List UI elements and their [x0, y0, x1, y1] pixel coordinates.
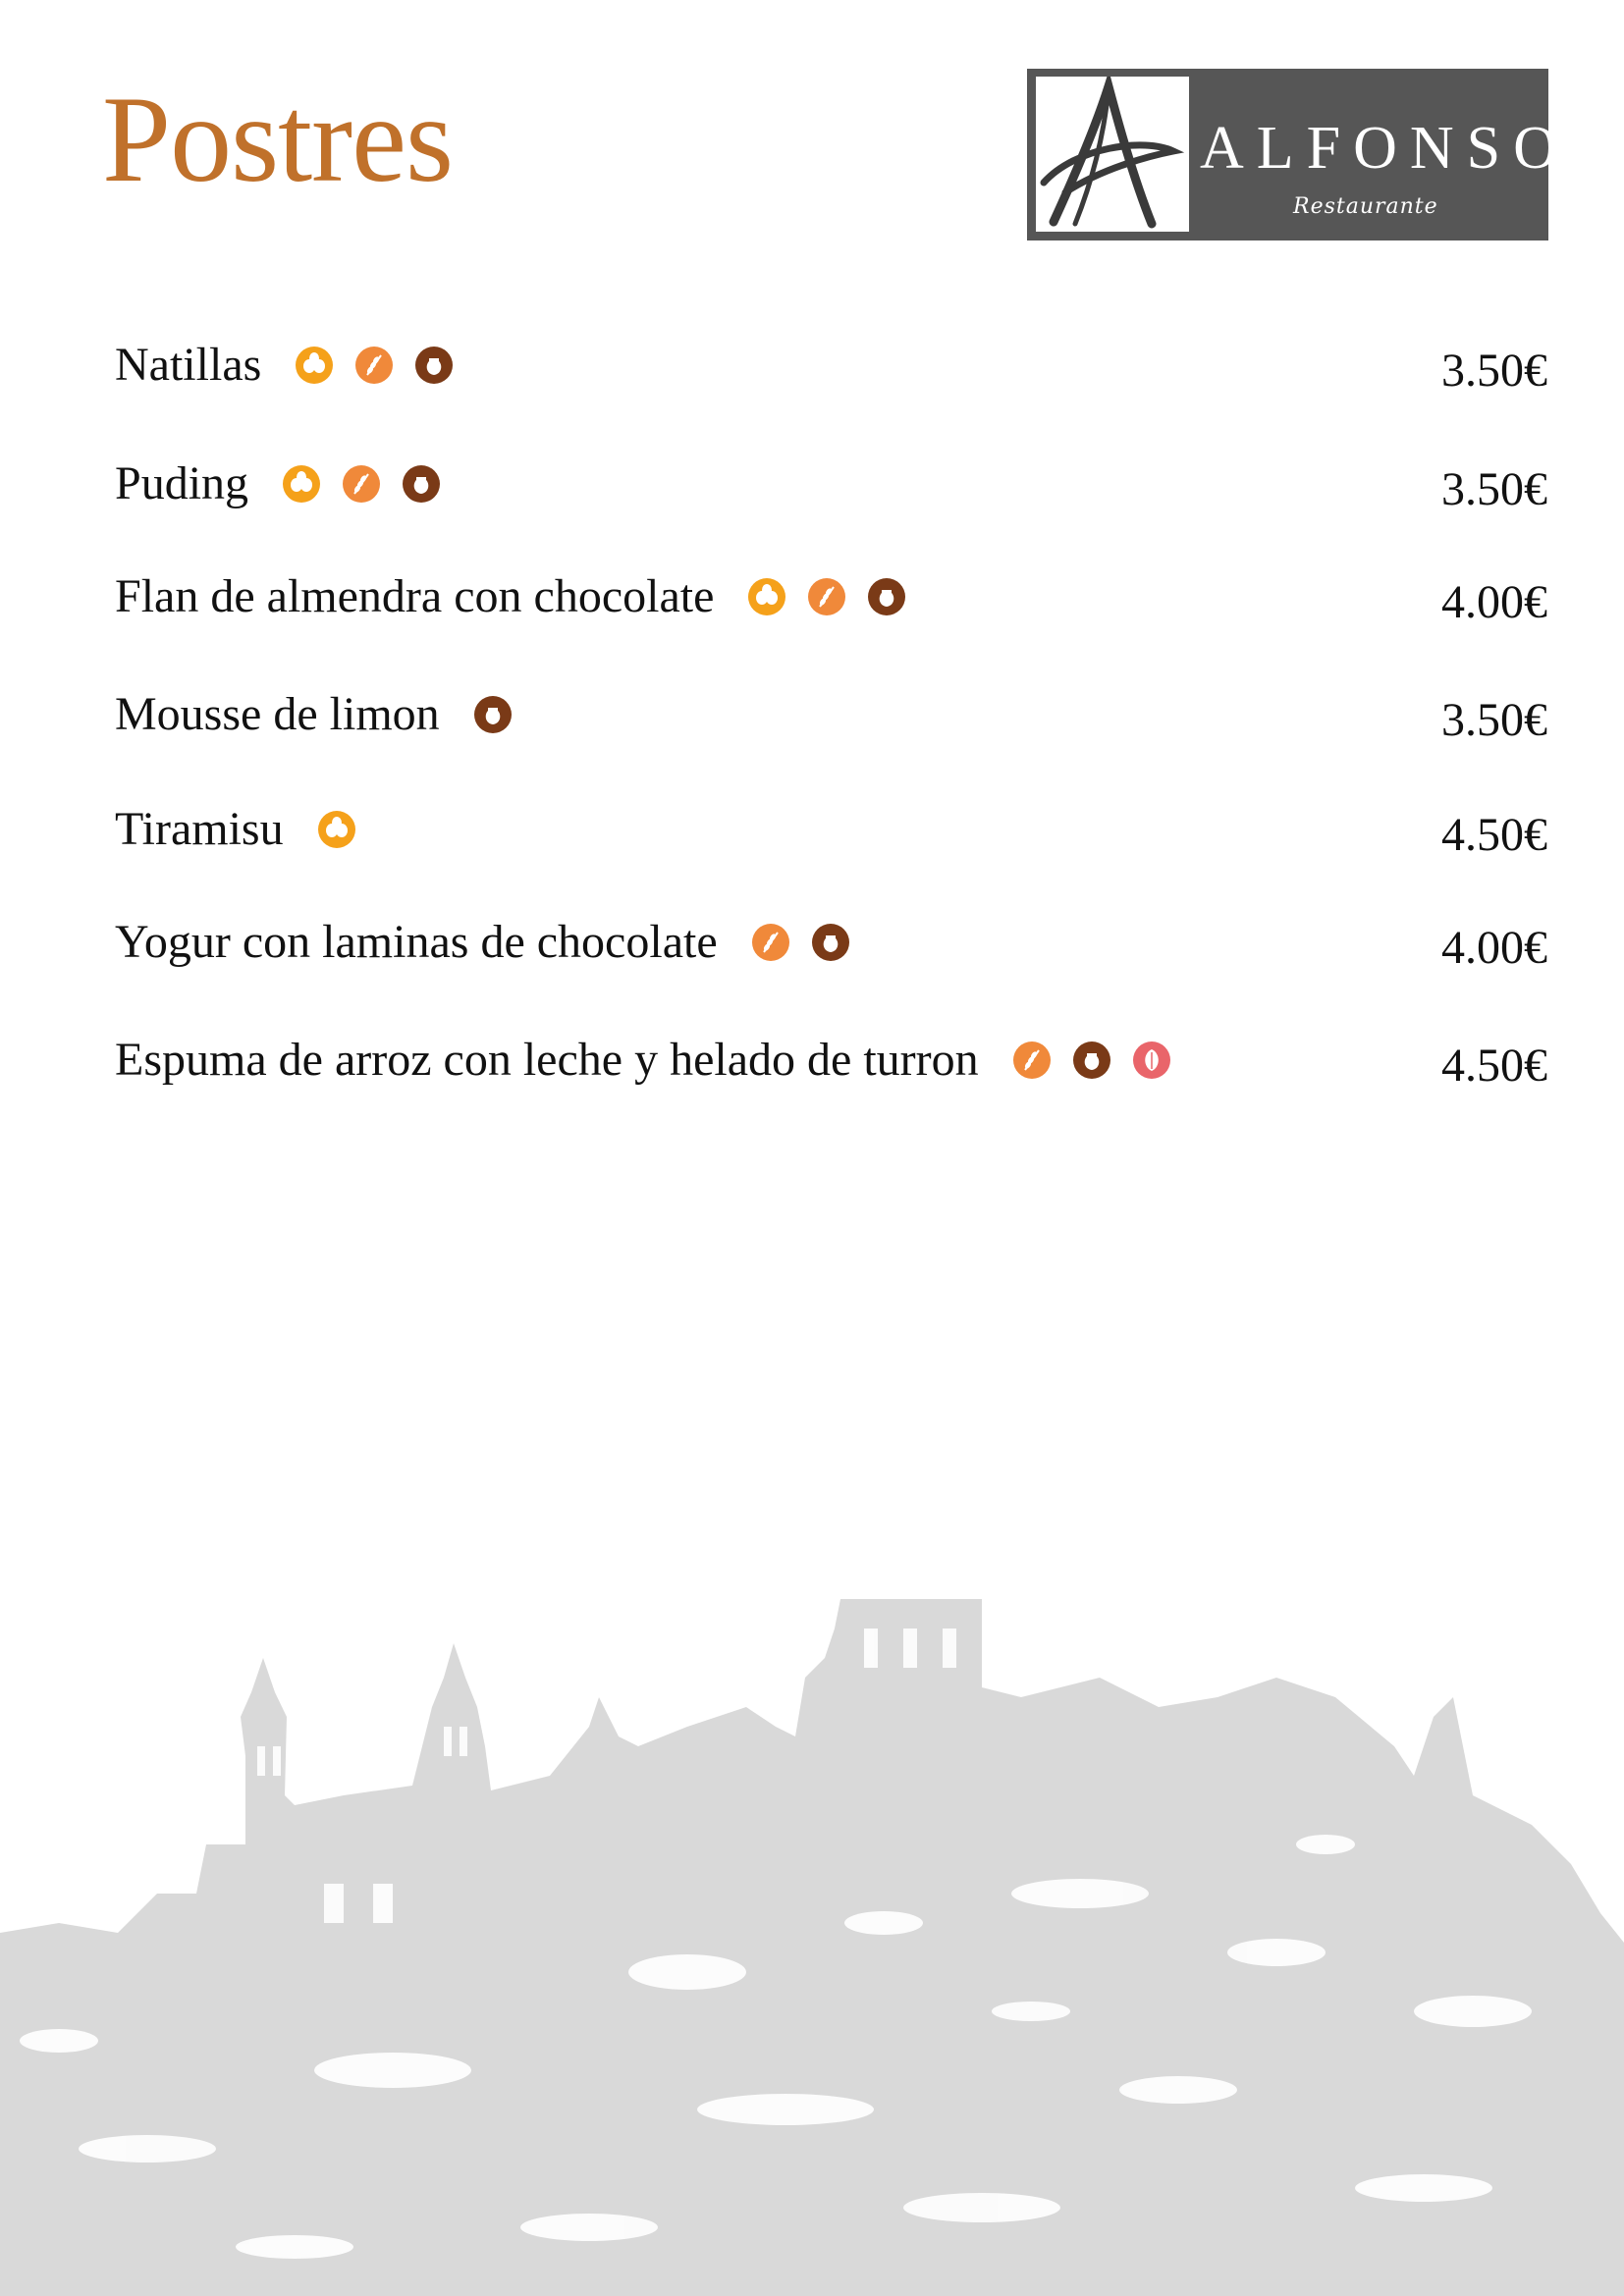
menu-item-price: 4.50€	[1441, 809, 1547, 861]
menu-item-name-group	[115, 1031, 1171, 1090]
gluten-icon	[1012, 1041, 1052, 1080]
dairy-icon	[1072, 1041, 1111, 1080]
menu-item-name-group	[115, 567, 906, 626]
gluten-icon	[354, 346, 394, 385]
allergen-icons	[1012, 1041, 1171, 1080]
logo-emblem	[1036, 77, 1189, 232]
logo-subtitle: Restaurante	[1293, 194, 1438, 219]
menu-item-price: 4.50€	[1441, 1040, 1547, 1092]
egg-icon	[282, 464, 321, 504]
menu-item-price: 4.00€	[1441, 922, 1547, 974]
allergen-icons	[295, 346, 454, 385]
menu-item	[0, 567, 1624, 626]
menu-item-price: 3.50€	[1441, 463, 1547, 515]
menu-item-name: Yogur con laminas de chocolate	[115, 916, 718, 968]
dairy-icon	[473, 695, 513, 734]
allergen-icons	[317, 810, 356, 849]
menu-item-price: 4.00€	[1441, 576, 1547, 628]
allergen-icons	[473, 695, 513, 734]
town-skyline-illustration	[0, 1599, 1624, 2296]
egg-icon	[295, 346, 334, 385]
menu-item-name-group	[115, 454, 441, 513]
gluten-icon	[751, 923, 790, 962]
gluten-icon	[807, 577, 846, 616]
menu-item	[0, 454, 1624, 513]
menu-item-name: Natillas	[115, 339, 262, 391]
menu-item	[0, 800, 1624, 859]
menu-item	[0, 336, 1624, 395]
menu-item-name-group	[115, 913, 850, 972]
menu-item	[0, 913, 1624, 972]
menu-item-price: 3.50€	[1441, 345, 1547, 397]
menu-item-name: Mousse de limon	[115, 688, 440, 740]
dairy-icon	[867, 577, 906, 616]
page-title: Postres	[102, 72, 454, 208]
menu-item-name-group	[115, 685, 513, 744]
menu-item-name-group	[115, 336, 454, 395]
menu-item-name: Flan de almendra con chocolate	[115, 570, 715, 622]
allergen-icons	[282, 464, 441, 504]
allergen-icons	[751, 923, 850, 962]
egg-icon	[317, 810, 356, 849]
gluten-icon	[342, 464, 381, 504]
dairy-icon	[414, 346, 454, 385]
logo-name: ALFONSO	[1200, 115, 1570, 182]
menu-item	[0, 685, 1624, 744]
menu-item-name-group	[115, 800, 356, 859]
egg-icon	[747, 577, 786, 616]
menu-item-name: Tiramisu	[115, 803, 284, 855]
menu-item-price: 3.50€	[1441, 694, 1547, 746]
menu-item-name: Espuma de arroz con leche y helado de turron	[115, 1034, 979, 1086]
nuts-icon	[1132, 1041, 1171, 1080]
dairy-icon	[402, 464, 441, 504]
menu-item-name: Puding	[115, 457, 249, 509]
allergen-icons	[747, 577, 906, 616]
dairy-icon	[811, 923, 850, 962]
menu-item	[0, 1031, 1624, 1090]
restaurant-logo	[1027, 69, 1570, 240]
